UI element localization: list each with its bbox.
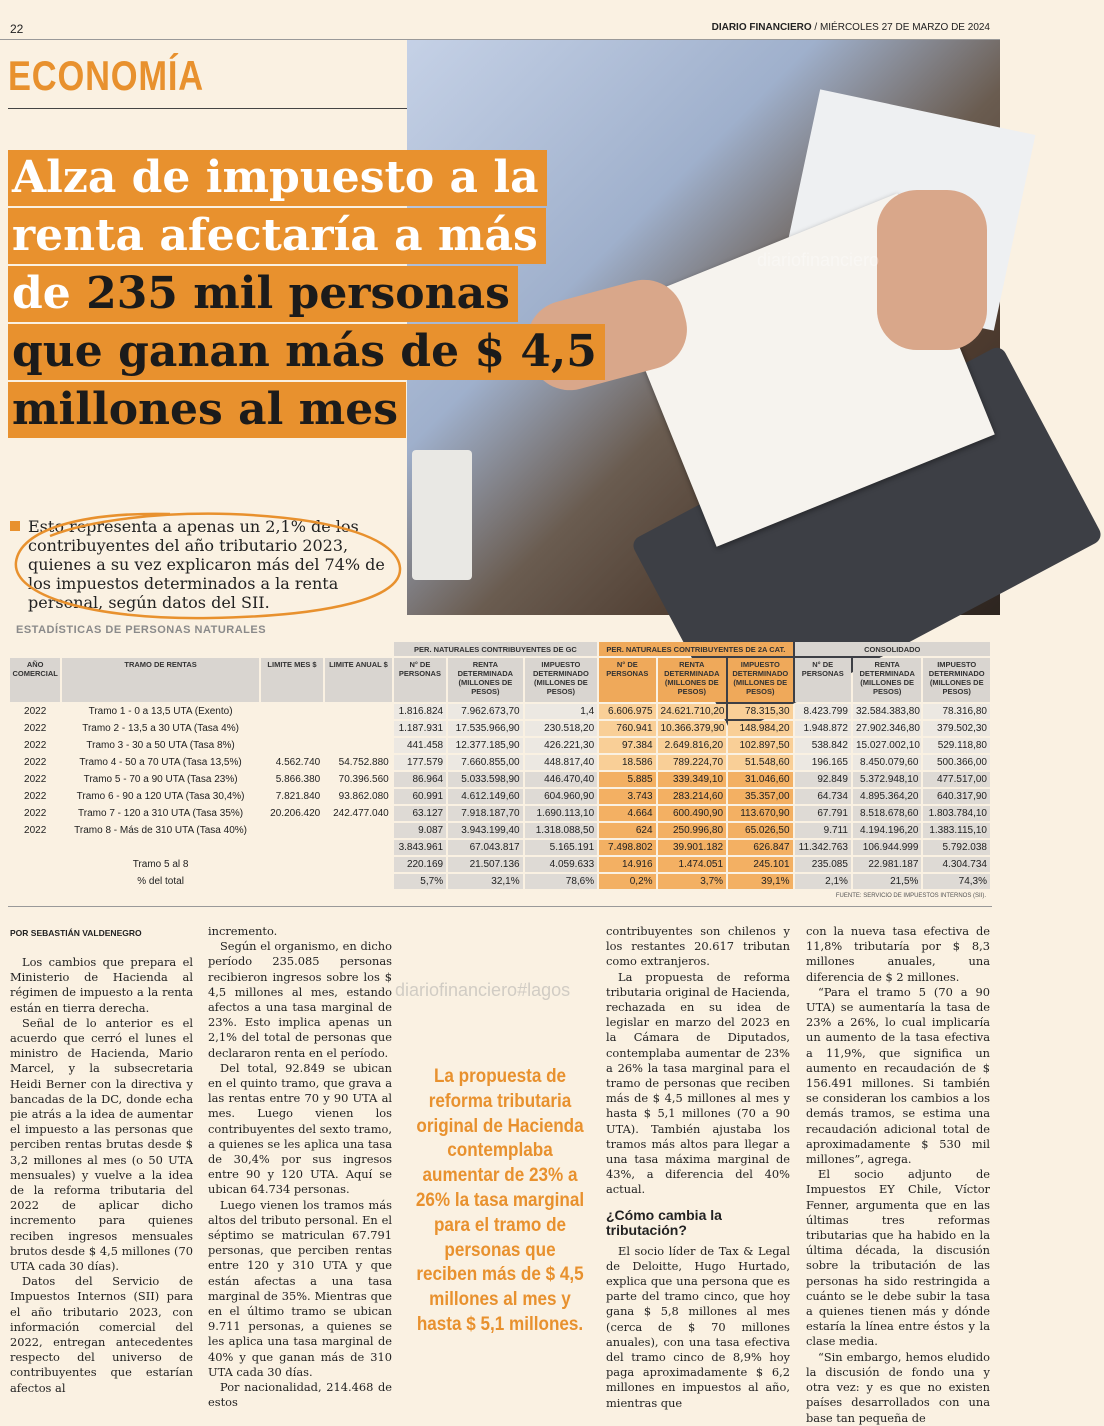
table-cell bbox=[261, 738, 323, 753]
table-cell: 220.169 bbox=[394, 857, 446, 872]
table-cell: Tramo 5 al 8 bbox=[132, 859, 189, 870]
table-cell: 4.304.734 bbox=[923, 857, 990, 872]
table-cell bbox=[261, 704, 323, 719]
table-cell: 1.690.113,10 bbox=[525, 806, 598, 821]
table-cell: 31.046,60 bbox=[728, 772, 793, 787]
table-cell: Tramo 1 - 0 a 13,5 UTA (Exento) bbox=[88, 706, 233, 717]
article-column-3 bbox=[606, 924, 790, 1411]
table-cell bbox=[10, 857, 60, 872]
table-cell: 5.165.191 bbox=[525, 840, 598, 855]
table-cell: 1.816.824 bbox=[394, 704, 446, 719]
col-header: N° DE PERSONAS bbox=[795, 658, 851, 702]
paragraph: Los cambios que prepara el Ministerio de Hacienda al régimen de impuesto a la renta están en tierra derecha. bbox=[10, 955, 193, 1015]
table-cell: 2022 bbox=[24, 774, 47, 785]
table-cell: 2022 bbox=[24, 723, 47, 734]
table-cell: 67.043.817 bbox=[448, 840, 523, 855]
table-cell: 8.518.678,60 bbox=[853, 806, 921, 821]
photo-watermark: diariofinanciero bbox=[757, 250, 880, 270]
table-cell: 54.752.880 bbox=[338, 757, 389, 768]
table-row bbox=[10, 840, 990, 855]
paragraph: “Sin embargo, hemos eludido la discusión de fondo una y otra vez: y es que no existen países desarrollados con una base tan pequeña de bbox=[806, 1349, 990, 1425]
group-header-gc: PER. NATURALES CONTRIBUYENTES DE GC bbox=[394, 642, 597, 656]
article-column-1 bbox=[10, 955, 193, 1396]
stats-title: ESTADÍSTICAS DE PERSONAS NATURALES bbox=[16, 624, 267, 636]
table-row bbox=[10, 874, 990, 889]
table-cell: 1,4 bbox=[525, 704, 598, 719]
table-cell: 4.059.633 bbox=[525, 857, 598, 872]
table-cell: 538.842 bbox=[795, 738, 851, 753]
col-header: AÑO COMERCIAL bbox=[10, 658, 60, 702]
table-cell: 9.087 bbox=[394, 823, 446, 838]
table-cell: 51.548,60 bbox=[728, 755, 793, 770]
col-header: RENTA DETERMINADA (MILLONES DE PESOS) bbox=[658, 658, 726, 702]
table-cell: 32,1% bbox=[448, 874, 523, 889]
paragraph: Del total, 92.849 se ubican en el quinto tramo, que grava a las rentas entre 70 y 90 UTA al mes. Luego vienen los contribuyentes del sexto tramo, a quienes se les aplica una tasa de 30,4% por sus ingresos entre 90 y 120 UTA. Aquí se ubican 64.734 personas. bbox=[208, 1060, 392, 1197]
table-cell: 4.664 bbox=[599, 806, 655, 821]
table-cell: 379.502,30 bbox=[923, 721, 990, 736]
table-cell: 1.803.784,10 bbox=[923, 806, 990, 821]
table-cell: 250.996,80 bbox=[658, 823, 726, 838]
table-cell: 2.649.816,20 bbox=[658, 738, 726, 753]
paragraph: Por nacionalidad, 214.468 de estos bbox=[208, 1380, 392, 1410]
headline-line-2: renta afectaría a más bbox=[8, 208, 546, 264]
table-cell: 6.606.975 bbox=[599, 704, 655, 719]
group-header-blank bbox=[10, 642, 392, 656]
table-cell: 21.507.136 bbox=[448, 857, 523, 872]
table-cell bbox=[261, 823, 323, 838]
table-cell: 1.187.931 bbox=[394, 721, 446, 736]
table-cell: 3.943.199,40 bbox=[448, 823, 523, 838]
table-source: FUENTE: SERVICIO DE IMPUESTOS INTERNOS (SII). bbox=[835, 893, 986, 899]
table-cell: 640.317,90 bbox=[923, 789, 990, 804]
page-number: 22 bbox=[10, 22, 24, 36]
table-cell: 74,3% bbox=[923, 874, 990, 889]
table-rule bbox=[8, 906, 992, 907]
table-cell: 65.026,50 bbox=[728, 823, 793, 838]
table-cell: Tramo 6 - 90 a 120 UTA (Tasa 30,4%) bbox=[76, 791, 245, 802]
table-cell bbox=[325, 823, 391, 838]
table-cell: 78.315,30 bbox=[728, 704, 793, 719]
table-cell bbox=[325, 857, 391, 872]
top-bar bbox=[0, 0, 1000, 40]
table-cell: 78,6% bbox=[525, 874, 598, 889]
table-cell: 477.517,00 bbox=[923, 772, 990, 787]
table-cell: 1.318.088,50 bbox=[525, 823, 598, 838]
headline-line-1: Alza de impuesto a la bbox=[8, 150, 547, 206]
table-cell: 5,7% bbox=[394, 874, 446, 889]
page-watermark: diariofinanciero#lagos bbox=[395, 980, 571, 1000]
table-cell: 446.470,40 bbox=[525, 772, 598, 787]
table-cell: 604.960,90 bbox=[525, 789, 598, 804]
table-cell: 2022 bbox=[24, 757, 47, 768]
article-column-2 bbox=[208, 924, 392, 1411]
table-cell: 2022 bbox=[24, 740, 47, 751]
table-cell: 39,1% bbox=[728, 874, 793, 889]
table-cell: 235.085 bbox=[795, 857, 851, 872]
headline-line-3 bbox=[8, 266, 518, 322]
table-cell: 60.991 bbox=[394, 789, 446, 804]
table-cell: 5.372.948,10 bbox=[853, 772, 921, 787]
table-cell bbox=[261, 721, 323, 736]
table-cell: 3.843.961 bbox=[394, 840, 446, 855]
table-cell: 27.902.346,80 bbox=[853, 721, 921, 736]
table-cell bbox=[261, 840, 323, 855]
col-header: IMPUESTO DETERMINADO (MILLONES DE PESOS) bbox=[525, 658, 598, 702]
table-cell: 106.944.999 bbox=[853, 840, 921, 855]
col-header: IMPUESTO DETERMINADO (MILLONES DE PESOS) bbox=[728, 658, 793, 702]
stats-table bbox=[8, 640, 992, 891]
table-cell: 339.349,10 bbox=[658, 772, 726, 787]
table-cell: 600.490,90 bbox=[658, 806, 726, 821]
hand-drawn-ellipse bbox=[10, 500, 410, 625]
table-cell: 7.918.187,70 bbox=[448, 806, 523, 821]
table-cell bbox=[261, 874, 323, 889]
table-cell: 78.316,80 bbox=[923, 704, 990, 719]
headline-line-3a: de bbox=[12, 268, 87, 319]
table-cell: 70.396.560 bbox=[338, 774, 389, 785]
table-cell: 0,2% bbox=[599, 874, 655, 889]
table-cell: 67.791 bbox=[795, 806, 851, 821]
publication-date: / MIÉRCOLES 27 DE MARZO DE 2024 bbox=[811, 22, 990, 33]
table-cell: 24.621.710,20 bbox=[658, 704, 726, 719]
headline-line-4: que ganan más de $ 4,5 bbox=[8, 324, 605, 380]
table-cell bbox=[325, 840, 391, 855]
col-header: IMPUESTO DETERMINADO (MILLONES DE PESOS) bbox=[923, 658, 990, 702]
table-cell: 7.821.840 bbox=[275, 791, 321, 802]
table-cell: 97.384 bbox=[599, 738, 655, 753]
table-cell bbox=[325, 738, 391, 753]
byline: POR SEBASTIÁN VALDENEGRO bbox=[10, 928, 142, 938]
publication-name: DIARIO FINANCIERO bbox=[711, 22, 812, 33]
column-header-row bbox=[10, 658, 990, 702]
paragraph: contribuyentes son chilenos y los restantes 20.617 tributan como extranjeros. bbox=[606, 924, 790, 969]
section-title: ECONOMÍA bbox=[8, 52, 204, 99]
table-cell: 2022 bbox=[24, 791, 47, 802]
table-cell: 148.984,20 bbox=[728, 721, 793, 736]
table-cell: 22.981.187 bbox=[853, 857, 921, 872]
table-cell: Tramo 4 - 50 a 70 UTA (Tasa 13,5%) bbox=[79, 757, 242, 768]
table-cell: 789.224,70 bbox=[658, 755, 726, 770]
table-cell: Tramo 3 - 30 a 50 UTA (Tasa 8%) bbox=[86, 740, 235, 751]
table-cell: 448.817,40 bbox=[525, 755, 598, 770]
table-cell: 624 bbox=[599, 823, 655, 838]
table-cell: % del total bbox=[137, 876, 184, 887]
table-cell: 10.366.379,90 bbox=[658, 721, 726, 736]
table-cell: 500.366,00 bbox=[923, 755, 990, 770]
table-cell: 529.118,80 bbox=[923, 738, 990, 753]
table-cell bbox=[10, 840, 60, 855]
table-cell: 64.734 bbox=[795, 789, 851, 804]
paragraph: incremento. bbox=[208, 924, 278, 938]
table-cell: 1.383.115,10 bbox=[923, 823, 990, 838]
table-cell: 21,5% bbox=[853, 874, 921, 889]
table-cell: 245.101 bbox=[728, 857, 793, 872]
table-cell: 4.562.740 bbox=[275, 757, 321, 768]
table-cell: 5.885 bbox=[599, 772, 655, 787]
table-cell: 9.711 bbox=[795, 823, 851, 838]
paragraph: Señal de lo anterior es el acuerdo que cerró el lunes el ministro de Hacienda, Mario Marcel, y la subsecretaria Heidi Berner con la directiva y bancadas de la DC, donde echa pie atrás a la idea de aumentar el impuesto a las personas que perciben rentas brutas desde $ 3,2 millones al mes (o 50 UTA mensuales) y vuelve a la idea de la reforma tributaria del 2022 de aplicar dicho incremento para quienes reciben ingresos mensuales brutos desde $ 4,5 millones (70 UTA cada 30 días). bbox=[10, 1015, 193, 1274]
table-cell: 2022 bbox=[24, 825, 47, 836]
group-header-2a: PER. NATURALES CONTRIBUYENTES DE 2A CAT. bbox=[599, 642, 792, 656]
col-header: LIMITE MES $ bbox=[261, 658, 323, 702]
pull-quote: La propuesta de reforma tributaria original de Hacienda contemplaba aumentar de 23% a 26% la tasa marginal para el tramo de personas que reciben más de $ 4,5 millones al mes y hasta $ 5,1 millones. bbox=[415, 1066, 585, 1335]
table-cell: 626.847 bbox=[728, 840, 793, 855]
table-row bbox=[10, 704, 990, 719]
col-header: TRAMO DE RENTAS bbox=[62, 658, 258, 702]
table-cell: 283.214,60 bbox=[658, 789, 726, 804]
col-header: N° DE PERSONAS bbox=[394, 658, 446, 702]
table-cell: 426.221,30 bbox=[525, 738, 598, 753]
table-cell: 11.342.763 bbox=[795, 840, 851, 855]
table-cell: 8.450.079,60 bbox=[853, 755, 921, 770]
table-cell: 93.862.080 bbox=[338, 791, 389, 802]
table-cell bbox=[62, 840, 258, 855]
table-cell: 177.579 bbox=[394, 755, 446, 770]
paragraph: El socio líder de Tax & Legal de Deloitte, Hugo Hurtado, explica que una persona que es parte del tramo cinco, que hoy gana $ 5,8 millones al mes (cerca de $ 70 millones anuales), con una tasa efectiva del tramo cinco de 8,9% hoy paga aproximadamente $ 6,2 millones en impuestos al año, mientras que bbox=[606, 1243, 790, 1410]
table-cell bbox=[325, 704, 391, 719]
table-row bbox=[10, 857, 990, 872]
subheading: ¿Cómo cambia la tributación? bbox=[606, 1206, 722, 1238]
headline-line-5: millones al mes bbox=[8, 382, 406, 438]
col-header: RENTA DETERMINADA (MILLONES DE PESOS) bbox=[448, 658, 523, 702]
table-cell: 196.165 bbox=[795, 755, 851, 770]
table-cell: 86.964 bbox=[394, 772, 446, 787]
table-cell: 7.498.802 bbox=[599, 840, 655, 855]
table-cell: 92.849 bbox=[795, 772, 851, 787]
table-cell: 20.206.420 bbox=[270, 808, 321, 819]
table-cell: 14.916 bbox=[599, 857, 655, 872]
group-header-row bbox=[10, 642, 990, 656]
table-cell: 2,1% bbox=[795, 874, 851, 889]
table-cell: 39.901.182 bbox=[658, 840, 726, 855]
table-cell: 4.612.149,60 bbox=[448, 789, 523, 804]
table-cell: 1.474.051 bbox=[658, 857, 726, 872]
table-cell: 113.670,90 bbox=[728, 806, 793, 821]
table-row bbox=[10, 755, 990, 770]
table-cell bbox=[325, 721, 391, 736]
stats-table-body bbox=[10, 704, 990, 889]
paragraph: Luego vienen los tramos más altos del tributo personal. En el séptimo se matriculan 67.791 personas, que perciben rentas entre 120 y 310 UTA y que están afectas a una tasa marginal de 35%. Mientras que en el último tramo se ubican 9.711 personas, a quienes se les aplica una tasa marginal de 40% y que ganan más de 310 UTA cada 30 días. bbox=[208, 1197, 392, 1379]
table-cell: 8.423.799 bbox=[795, 704, 851, 719]
paragraph: “Para el tramo 5 (70 a 90 UTA) se aumentaría la tasa de 23% a 26%, lo cual implicaría un aumento de la tasa efectiva a 11,9%, que significa un aumento en recaudación de $ 156.491 millones. Si también se consideran los cambios a los demás tramos, se estima una recaudación adicional total de aproximadamente $ 530 mil millones”, agrega. bbox=[806, 984, 990, 1167]
table-cell: 3.743 bbox=[599, 789, 655, 804]
table-cell: 15.027.002,10 bbox=[853, 738, 921, 753]
table-cell: 230.518,20 bbox=[525, 721, 598, 736]
table-cell: 102.897,50 bbox=[728, 738, 793, 753]
table-row bbox=[10, 772, 990, 787]
table-row bbox=[10, 721, 990, 736]
table-cell: 5.866.380 bbox=[275, 774, 321, 785]
section-rule bbox=[8, 108, 408, 109]
table-cell: 242.477.040 bbox=[333, 808, 389, 819]
table-row bbox=[10, 738, 990, 753]
article-column-4 bbox=[806, 924, 990, 1426]
table-cell: 441.458 bbox=[394, 738, 446, 753]
paragraph: La propuesta de reforma tributaria original de Hacienda, rechazada en su idea de legislar en marzo del 2023 en la Cámara de Diputados, contemplaba aumentar de 23% a 26% la tasa marginal para el tramo de personas que reciben más de $ 4,5 millones al mes y hasta $ 5,1 millones (70 a 90 UTA). También ajustaba los tramos más altos para llegar a una tasa máxima marginal de 43%, a diferencia del 40% actual. bbox=[606, 969, 790, 1197]
table-cell: 5.033.598,90 bbox=[448, 772, 523, 787]
table-row bbox=[10, 806, 990, 821]
table-row bbox=[10, 823, 990, 838]
paragraph: Datos del Servicio de Impuestos Internos (SII) para el año tributario 2023, con información comercial del 2022, entregan antecedentes respecto del universo de contribuyentes que estarían afectos al bbox=[10, 1274, 193, 1395]
photo-calculator bbox=[412, 450, 472, 580]
lede bbox=[10, 500, 405, 620]
table-cell: Tramo 8 - Más de 310 UTA (Tasa 40%) bbox=[74, 825, 247, 836]
headline bbox=[8, 150, 598, 440]
table-cell bbox=[325, 874, 391, 889]
table-cell: 2022 bbox=[24, 808, 47, 819]
photo-hand-right bbox=[877, 190, 987, 350]
table-cell bbox=[261, 857, 323, 872]
table-cell: 7.962.673,70 bbox=[448, 704, 523, 719]
table-cell: Tramo 2 - 13,5 a 30 UTA (Tasa 4%) bbox=[82, 723, 239, 734]
stats-table-wrap bbox=[8, 640, 990, 891]
table-cell: 4.895.364,20 bbox=[853, 789, 921, 804]
table-cell: 17.535.966,90 bbox=[448, 721, 523, 736]
table-cell: 1.948.872 bbox=[795, 721, 851, 736]
col-header: N° DE PERSONAS bbox=[599, 658, 655, 702]
table-cell: 32.584.383,80 bbox=[853, 704, 921, 719]
table-cell: 5.792.038 bbox=[923, 840, 990, 855]
table-cell bbox=[10, 874, 60, 889]
table-cell: 63.127 bbox=[394, 806, 446, 821]
table-row bbox=[10, 789, 990, 804]
paragraph: El socio adjunto de Impuestos EY Chile, Víctor Fenner, argumenta que en las últimas tres reformas tributarias que ha habido en la última década, la discusión sobre la tributación de las personas ha sido restringida a cuánto se le debe subir la tasa a quienes tienen más y dónde estaría la línea entre éstos y la clase media. bbox=[806, 1167, 990, 1349]
group-header-consolidado: CONSOLIDADO bbox=[795, 642, 990, 656]
col-header: LIMITE ANUAL $ bbox=[325, 658, 391, 702]
headline-line-3b: 235 mil personas bbox=[86, 268, 510, 319]
table-cell: 2022 bbox=[24, 706, 47, 717]
table-cell: 3,7% bbox=[658, 874, 726, 889]
table-cell: Tramo 7 - 120 a 310 UTA (Tasa 35%) bbox=[78, 808, 244, 819]
table-cell: 7.660.855,00 bbox=[448, 755, 523, 770]
table-cell: 760.941 bbox=[599, 721, 655, 736]
masthead bbox=[712, 22, 990, 33]
table-cell: 18.586 bbox=[599, 755, 655, 770]
table-cell: 35.357,00 bbox=[728, 789, 793, 804]
paragraph: Según el organismo, en dicho período 235.085 personas recibieron ingresos sobre los $ 4,5 millones al mes, estando afectos a una tasa marginal de 23%. Esto implica apenas un 2,1% del total de personas que declararon renta en el período. bbox=[208, 939, 392, 1060]
lede-text: Esto representa a apenas un 2,1% de los contribuyentes del año tributario 2023, quienes a su vez explicaron más del 74% de los impuestos determinados a la renta personal, según datos del SII. bbox=[28, 517, 385, 612]
table-cell: Tramo 5 - 70 a 90 UTA (Tasa 23%) bbox=[83, 774, 238, 785]
table-cell: 12.377.185,90 bbox=[448, 738, 523, 753]
col-header: RENTA DETERMINADA (MILLONES DE PESOS) bbox=[853, 658, 921, 702]
table-cell: 4.194.196,20 bbox=[853, 823, 921, 838]
paragraph: con la nueva tasa efectiva de 11,8% tributaría por $ 8,3 millones anuales, una diferencia de $ 2 millones. bbox=[806, 924, 990, 984]
